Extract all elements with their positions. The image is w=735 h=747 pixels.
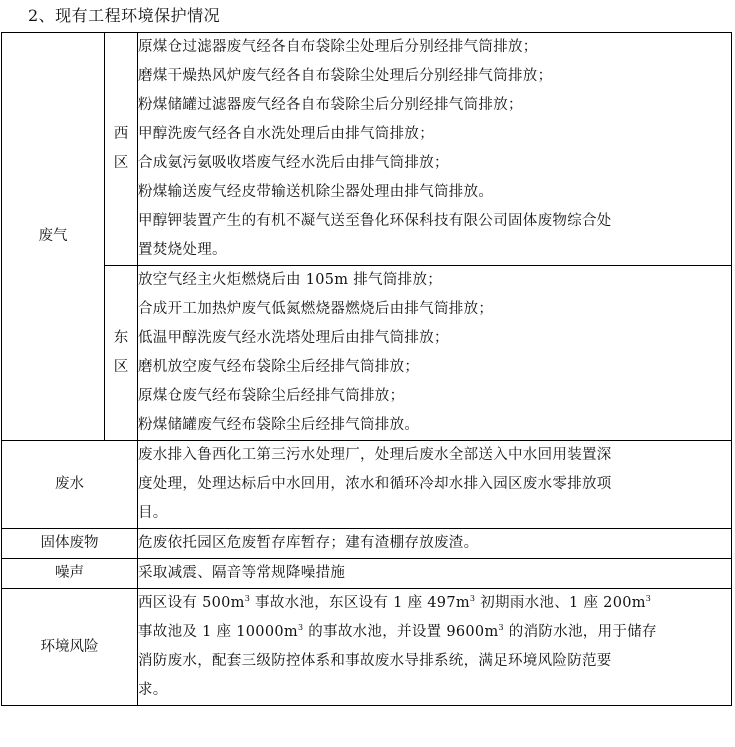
solid-waste-measures: 危废依托园区危废暂存库暂存；建有渣棚存放废渣。	[138, 529, 732, 559]
text-line: 目。	[138, 505, 168, 521]
text-fragment: 西区设有 500m	[138, 595, 245, 611]
list-item: 甲醇钾装置产生的有机不凝气送至鲁化环保科技有限公司固体废物综合处	[138, 213, 612, 229]
text-line: 废水排入鲁西化工第三污水处理厂，处理后废水全部送入中水回用装置深	[138, 447, 612, 463]
east-measures	[138, 266, 732, 441]
region-east-char1: 东	[113, 330, 129, 346]
text-fragment: 事故池及 1 座 10000m	[138, 624, 298, 640]
list-item: 原煤仓过滤器废气经各自布袋除尘处理后分别经排气筒排放；	[138, 39, 538, 55]
section-heading: 2、现有工程环境保护情况	[28, 6, 221, 25]
superscript: 3	[469, 594, 476, 603]
category-environmental-risk: 环境风险	[2, 589, 138, 706]
region-west-char2: 区	[113, 155, 129, 171]
west-measures	[138, 33, 732, 266]
text-fragment: 初期雨水池、1 座 200m	[475, 595, 646, 611]
table-row	[2, 559, 732, 589]
environmental-protection-table	[1, 32, 732, 706]
region-east	[105, 266, 138, 441]
table-row	[2, 441, 732, 529]
list-item: 磨煤干燥热风炉废气经各自布袋除尘处理后分别经排气筒排放；	[138, 68, 553, 84]
list-item: 放空气经主火炬燃烧后由 105m 排气筒排放；	[138, 272, 443, 288]
list-item: 粉煤储罐过滤器废气经各自布袋除尘后分别经排气筒排放；	[138, 97, 523, 113]
wastewater-measures	[138, 441, 732, 529]
list-item: 原煤仓废气经布袋除尘后经排气筒排放；	[138, 388, 405, 404]
text-fragment: 事故水池，东区设有 1 座 497m	[250, 595, 470, 611]
noise-measures: 采取减震、隔音等常规降噪措施	[138, 559, 732, 589]
region-west	[105, 33, 138, 266]
superscript: 3	[498, 623, 504, 632]
category-wastewater: 废水	[2, 441, 138, 529]
text-line: 消防废水，配套三级防控体系和事故废水导排系统，满足环境风险防范要	[138, 653, 612, 669]
table-row	[2, 529, 732, 559]
table-row	[2, 266, 732, 441]
text-line	[138, 589, 731, 618]
table-row	[2, 589, 732, 706]
superscript: 3	[645, 594, 652, 603]
list-item: 合成开工加热炉废气低氮燃烧器燃烧后由排气筒排放；	[138, 301, 494, 317]
list-item: 置焚烧处理。	[138, 242, 227, 258]
region-west-char1: 西	[113, 126, 129, 142]
text-line: 求。	[138, 682, 168, 698]
category-noise: 噪声	[2, 559, 138, 589]
list-item: 粉煤输送废气经皮带输送机除尘器处理由排气筒排放。	[138, 184, 494, 200]
list-item: 粉煤储罐废气经布袋除尘后经排气筒排放。	[138, 417, 420, 433]
list-item: 甲醇洗废气经各自水洗处理后由排气筒排放；	[138, 126, 434, 142]
table-row	[2, 33, 732, 266]
superscript: 3	[244, 594, 251, 603]
text-line	[138, 618, 731, 647]
environmental-risk-measures	[138, 589, 732, 706]
category-solid-waste: 固体废物	[2, 529, 138, 559]
list-item: 磨机放空废气经布袋除尘后经排气筒排放；	[138, 359, 420, 375]
category-waste-gas: 废气	[2, 33, 105, 441]
text-fragment: 的事故水池，并设置 9600m	[303, 624, 499, 640]
text-fragment: 的消防水池，用于储存	[503, 624, 657, 640]
region-east-char2: 区	[113, 359, 129, 375]
text-line: 度处理，处理达标后中水回用，浓水和循环冷却水排入园区废水零排放项	[138, 476, 612, 492]
list-item: 低温甲醇洗废气经水洗塔处理后由排气筒排放；	[138, 330, 449, 346]
superscript: 3	[297, 623, 304, 632]
list-item: 合成氨污氨吸收塔废气经水洗后由排气筒排放；	[138, 155, 449, 171]
